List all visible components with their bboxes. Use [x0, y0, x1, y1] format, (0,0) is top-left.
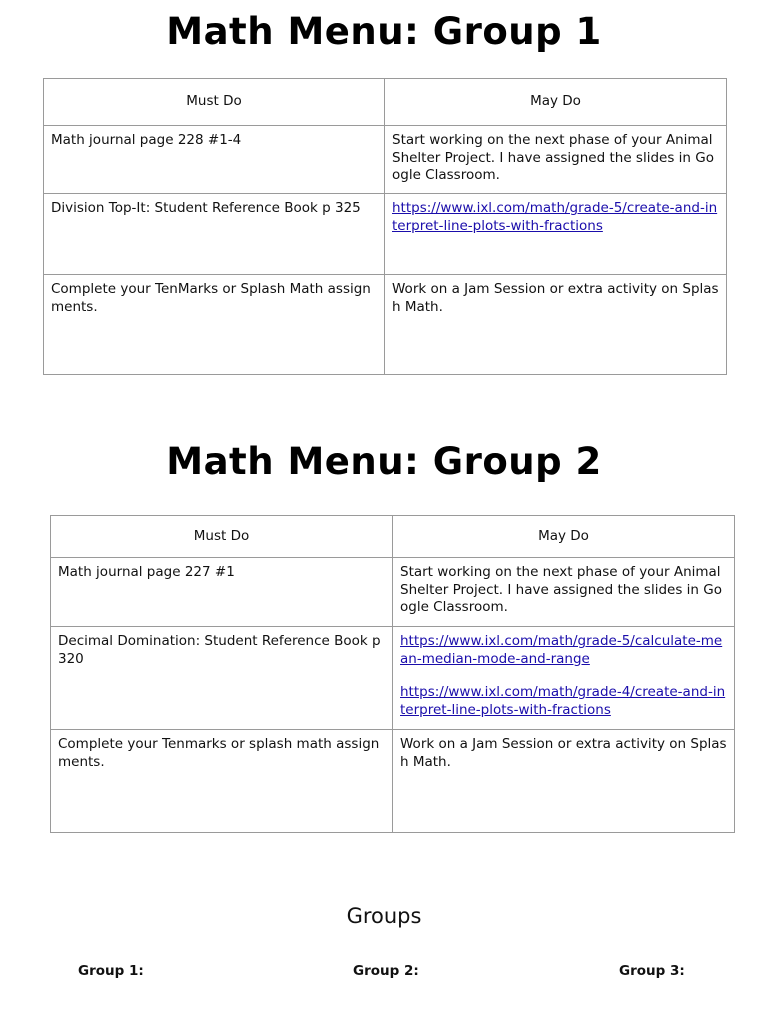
- must-do-cell: Division Top-It: Student Reference Book p 325: [44, 194, 385, 275]
- table-row: [51, 730, 735, 833]
- table-row: [44, 275, 727, 375]
- table-header-row: [44, 79, 727, 126]
- table-row: [51, 627, 735, 730]
- may-do-cell: Work on a Jam Session or extra activity on Splash Math.: [385, 275, 727, 375]
- table-row: [44, 194, 727, 275]
- ixl-link[interactable]: https://www.ixl.com/math/grade-5/create-and-interpret-line-plots-with-fractions: [392, 200, 718, 234]
- table-row: [44, 126, 727, 194]
- ixl-link[interactable]: https://www.ixl.com/math/grade-4/create-and-interpret-line-plots-with-fractions: [400, 684, 726, 718]
- may-do-cell: [393, 627, 735, 730]
- menu-2-title: Math Menu: Group 2: [166, 440, 602, 483]
- must-do-cell: Math journal page 227 #1: [51, 558, 393, 627]
- may-do-cell: Work on a Jam Session or extra activity on Splash Math.: [393, 730, 735, 833]
- may-do-header: May Do: [385, 79, 727, 126]
- menu-2-table: [50, 515, 735, 833]
- group-3-label: Group 3:: [619, 963, 685, 979]
- may-do-cell: [385, 194, 727, 275]
- menu-1-title: Math Menu: Group 1: [166, 10, 602, 53]
- must-do-cell: Decimal Domination: Student Reference Book p 320: [51, 627, 393, 730]
- table-row: [51, 558, 735, 627]
- must-do-header: Must Do: [51, 516, 393, 558]
- group-1-label: Group 1:: [78, 963, 144, 979]
- must-do-cell: Complete your Tenmarks or splash math assignments.: [51, 730, 393, 833]
- menu-1-table: [43, 78, 727, 375]
- table-header-row: [51, 516, 735, 558]
- may-do-cell: Start working on the next phase of your Animal Shelter Project. I have assigned the slides in Google Classroom.: [393, 558, 735, 627]
- group-2-label: Group 2:: [353, 963, 419, 979]
- ixl-link[interactable]: https://www.ixl.com/math/grade-5/calculate-mean-median-mode-and-range: [400, 633, 723, 667]
- may-do-header: May Do: [393, 516, 735, 558]
- must-do-header: Must Do: [44, 79, 385, 126]
- must-do-cell: Complete your TenMarks or Splash Math assignments.: [44, 275, 385, 375]
- may-do-cell: Start working on the next phase of your Animal Shelter Project. I have assigned the slides in Google Classroom.: [385, 126, 727, 194]
- groups-heading: Groups: [346, 904, 422, 928]
- must-do-cell: Math journal page 228 #1-4: [44, 126, 385, 194]
